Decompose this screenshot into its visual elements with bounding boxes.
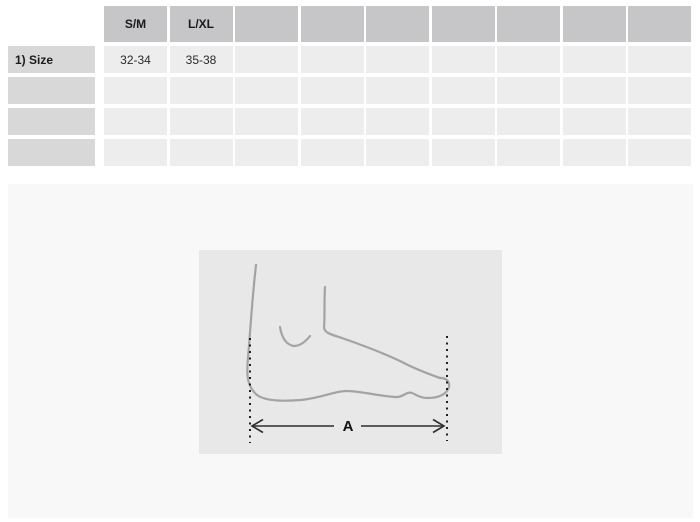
- table-cell: [170, 139, 233, 166]
- table-cell: [432, 46, 495, 73]
- table-cell: [497, 108, 560, 135]
- table-header-cell: [235, 6, 298, 42]
- table-cell: [366, 139, 429, 166]
- table-row-label: 1) Size: [8, 46, 95, 73]
- table-cell: [432, 77, 495, 104]
- table-cell: [628, 139, 691, 166]
- table-cell: [301, 77, 364, 104]
- table-cell: [104, 77, 167, 104]
- table-cell: [497, 77, 560, 104]
- table-cell: [628, 46, 691, 73]
- table-cell: [301, 108, 364, 135]
- table-header-cell: [366, 6, 429, 42]
- measurement-diagram: [199, 250, 502, 454]
- size-table-label-column: [8, 46, 95, 166]
- table-cell: [235, 77, 298, 104]
- table-cell: [366, 108, 429, 135]
- table-cell: [563, 77, 626, 104]
- size-table-header-row: [104, 6, 691, 42]
- table-header-cell: [301, 6, 364, 42]
- foot-sole-path: [247, 265, 449, 401]
- table-header-cell: [628, 6, 691, 42]
- ankle-arc-path: [280, 327, 310, 346]
- table-cell: [301, 46, 364, 73]
- table-cell: [366, 77, 429, 104]
- table-cell: [628, 77, 691, 104]
- table-row-label: [8, 77, 95, 104]
- size-table-body: [104, 46, 691, 166]
- table-cell: [497, 139, 560, 166]
- table-cell: [563, 46, 626, 73]
- table-header-cell: [432, 6, 495, 42]
- table-cell: [563, 108, 626, 135]
- table-cell: [432, 108, 495, 135]
- table-cell: [628, 108, 691, 135]
- foot-instep-path: [324, 287, 440, 378]
- table-cell: 32-34: [104, 46, 167, 73]
- table-cell: [432, 139, 495, 166]
- table-cell: [301, 139, 364, 166]
- table-cell: [170, 77, 233, 104]
- instruction-panel: [8, 184, 693, 518]
- table-cell: [235, 139, 298, 166]
- table-cell: [104, 139, 167, 166]
- table-cell: [497, 46, 560, 73]
- table-header-cell: [563, 6, 626, 42]
- table-cell: [104, 108, 167, 135]
- table-row-label: [8, 139, 95, 166]
- table-cell: [170, 108, 233, 135]
- table-cell: 35-38: [170, 46, 233, 73]
- measurement-label: A: [342, 418, 354, 435]
- table-header-cell: L/XL: [170, 6, 233, 42]
- table-cell: [235, 46, 298, 73]
- table-cell: [563, 139, 626, 166]
- table-cell: [235, 108, 298, 135]
- table-cell: [366, 46, 429, 73]
- table-row-label: [8, 108, 95, 135]
- foot-outline: [247, 265, 449, 401]
- table-header-cell: [497, 6, 560, 42]
- table-header-cell: S/M: [104, 6, 167, 42]
